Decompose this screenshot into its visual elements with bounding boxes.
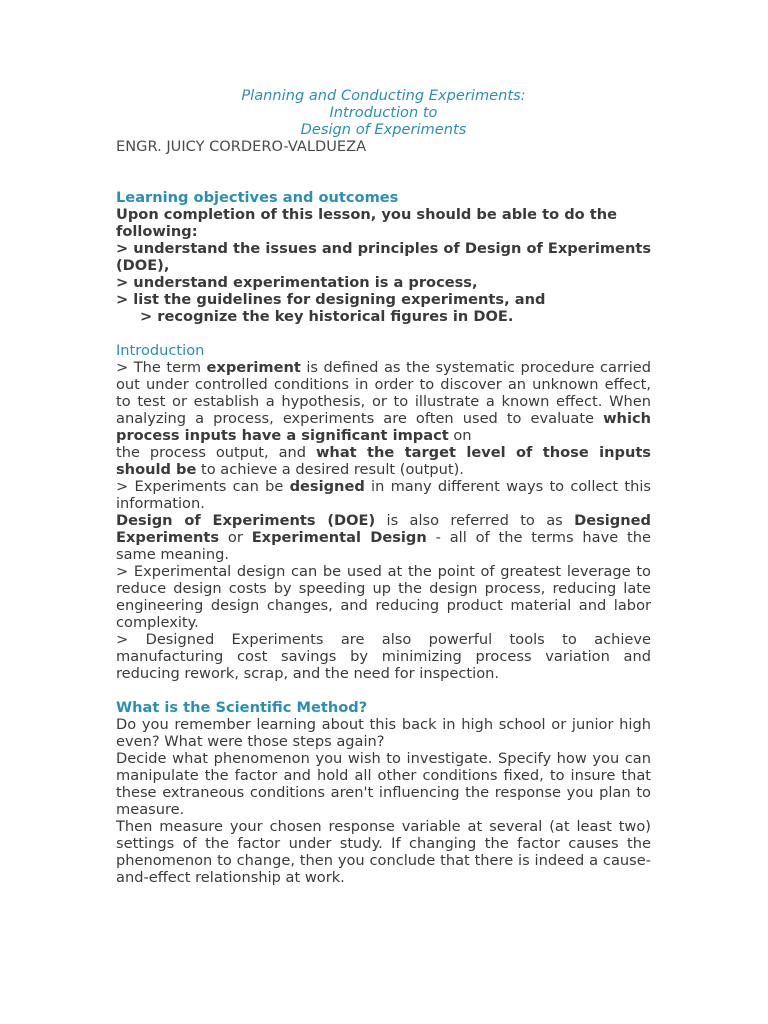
document-page bbox=[116, 87, 651, 886]
scientific-paragraph-2: Decide what phenomenon you wish to investigate. Specify how you can manipulate the factor and hold all other conditions fixed, to insure that these extraneous conditions aren't influencing the response you plan to measure. bbox=[116, 750, 651, 818]
title-line-2: Introduction to bbox=[329, 104, 438, 121]
author-name: ENGR. JUICY CORDERO-VALDUEZA bbox=[116, 138, 367, 155]
introduction-heading: Introduction bbox=[116, 342, 205, 359]
objective-item: > recognize the key historical figures in DOE. bbox=[140, 308, 514, 325]
document-title bbox=[116, 87, 651, 138]
intro-paragraph-3: > Experiments can be designed in many different ways to collect this information. bbox=[116, 478, 651, 512]
title-line-3: Design of Experiments bbox=[300, 121, 467, 138]
objective-item: > list the guidelines for designing experiments, and bbox=[116, 291, 546, 308]
scientific-paragraph-3: Then measure your chosen response variable at several (at least two) settings of the factor under study. If changing the factor causes the phenomenon to change, then you conclude that there is indeed a cause-and-effect relationship at work. bbox=[116, 818, 651, 886]
intro-paragraph-2: the process output, and what the target level of those inputs should be to achieve a desired result (output). bbox=[116, 444, 651, 478]
scientific-paragraph-1: Do you remember learning about this back in high school or junior high even? What were those steps again? bbox=[116, 716, 651, 750]
objective-item: > understand the issues and principles of Design of Experiments (DOE), bbox=[116, 240, 652, 274]
scientific-method-heading: What is the Scientific Method? bbox=[116, 699, 368, 716]
objectives-intro: Upon completion of this lesson, you should be able to do the following: bbox=[116, 206, 618, 240]
intro-paragraph-1: > The term experiment is defined as the systematic procedure carried out under controlled conditions in order to discover an unknown effect, to test or establish a hypothesis, or to illustrate a known effect. When analyzing a process, experiments are often used to evaluate which process inputs have a significant impact on bbox=[116, 359, 651, 444]
intro-paragraph-4: Design of Experiments (DOE) is also referred to as Designed Experiments or Experimental Design - all of the terms have the same meaning. bbox=[116, 512, 651, 563]
objectives-heading: Learning objectives and outcomes bbox=[116, 189, 399, 206]
intro-paragraph-5: > Experimental design can be used at the point of greatest leverage to reduce design costs by speeding up the design process, reducing late engineering design changes, and reducing product material and labor complexity. bbox=[116, 563, 651, 631]
objective-item: > understand experimentation is a process, bbox=[116, 274, 478, 291]
intro-paragraph-6: > Designed Experiments are also powerful tools to achieve manufacturing cost savings by minimizing process variation and reducing rework, scrap, and the need for inspection. bbox=[116, 631, 651, 682]
title-line-1: Planning and Conducting Experiments: bbox=[241, 87, 526, 104]
